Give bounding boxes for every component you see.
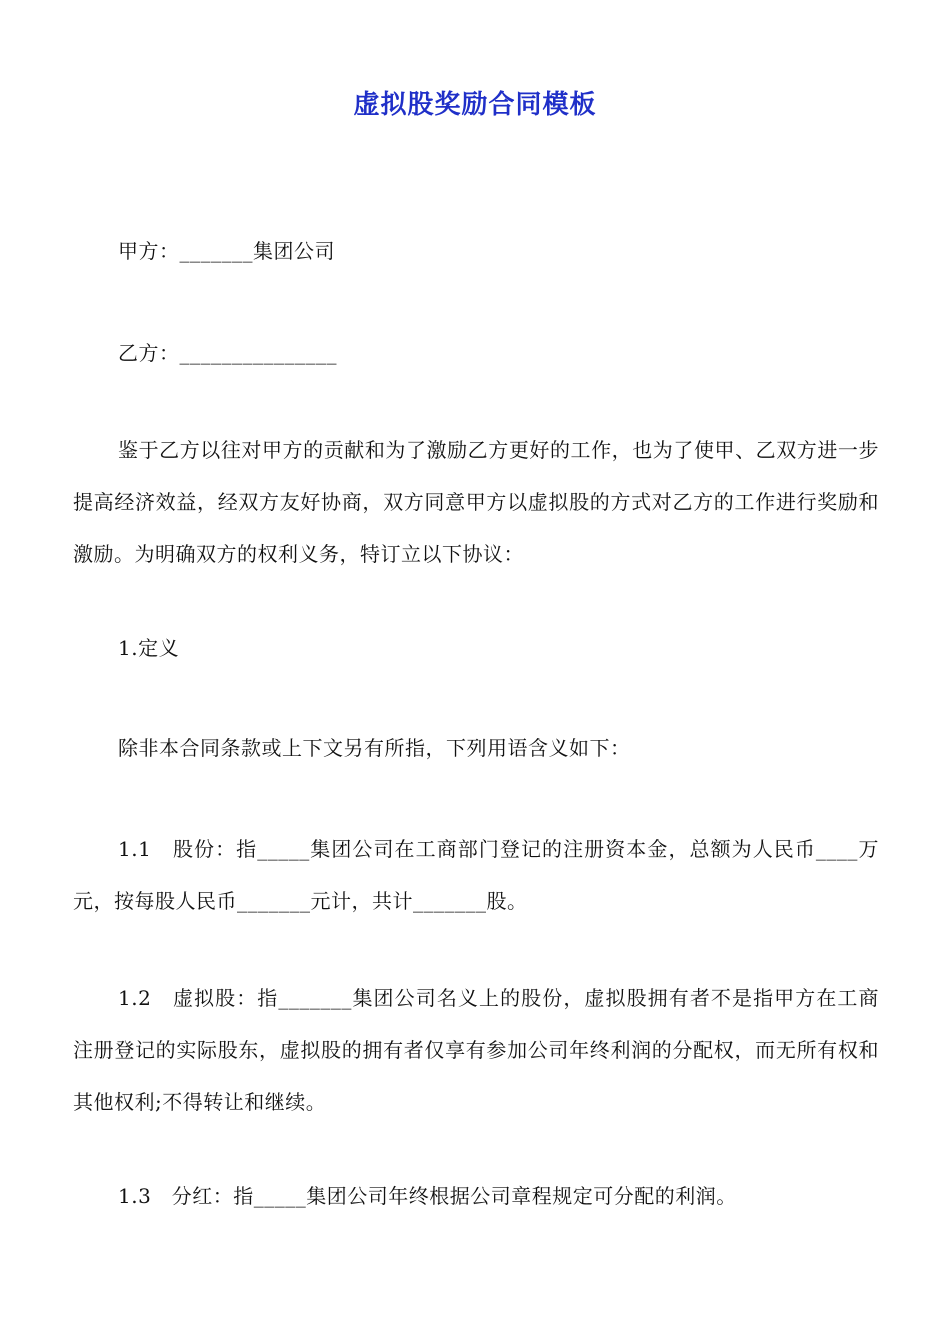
preamble-paragraph: 鉴于乙方以往对甲方的贡献和为了激励乙方更好的工作，也为了使甲、乙双方进一步提高经济效益，经双方友好协商，双方同意甲方以虚拟股的方式对乙方的工作进行奖励和激励。为明确双方的权利义务，特订立以下协议： <box>73 438 879 566</box>
clause-1-2: 1.2 虚拟股：指_______集团公司名义上的股份，虚拟股拥有者不是指甲方在工商注册登记的实际股东，虚拟股的拥有者仅享有参加公司年终利润的分配权，而无所有权和其他权利;不得转让和继续。 <box>73 986 879 1114</box>
clause-1-1: 1.1 股份：指_____集团公司在工商部门登记的注册资本金，总额为人民币____万元，按每股人民币_______元计，共计_______股。 <box>73 837 879 913</box>
section-1-intro: 除非本合同条款或上下文另有所指，下列用语含义如下： <box>118 736 631 760</box>
section-1-heading: 1.定义 <box>118 636 180 660</box>
clause-1-3: 1.3 分红：指_____集团公司年终根据公司章程规定可分配的利润。 <box>118 1184 737 1208</box>
party-a-line: 甲方：_______集团公司 <box>118 239 335 263</box>
party-b-line: 乙方：_______________ <box>118 341 337 365</box>
document-title: 虚拟股奖励合同模板 <box>353 90 597 120</box>
